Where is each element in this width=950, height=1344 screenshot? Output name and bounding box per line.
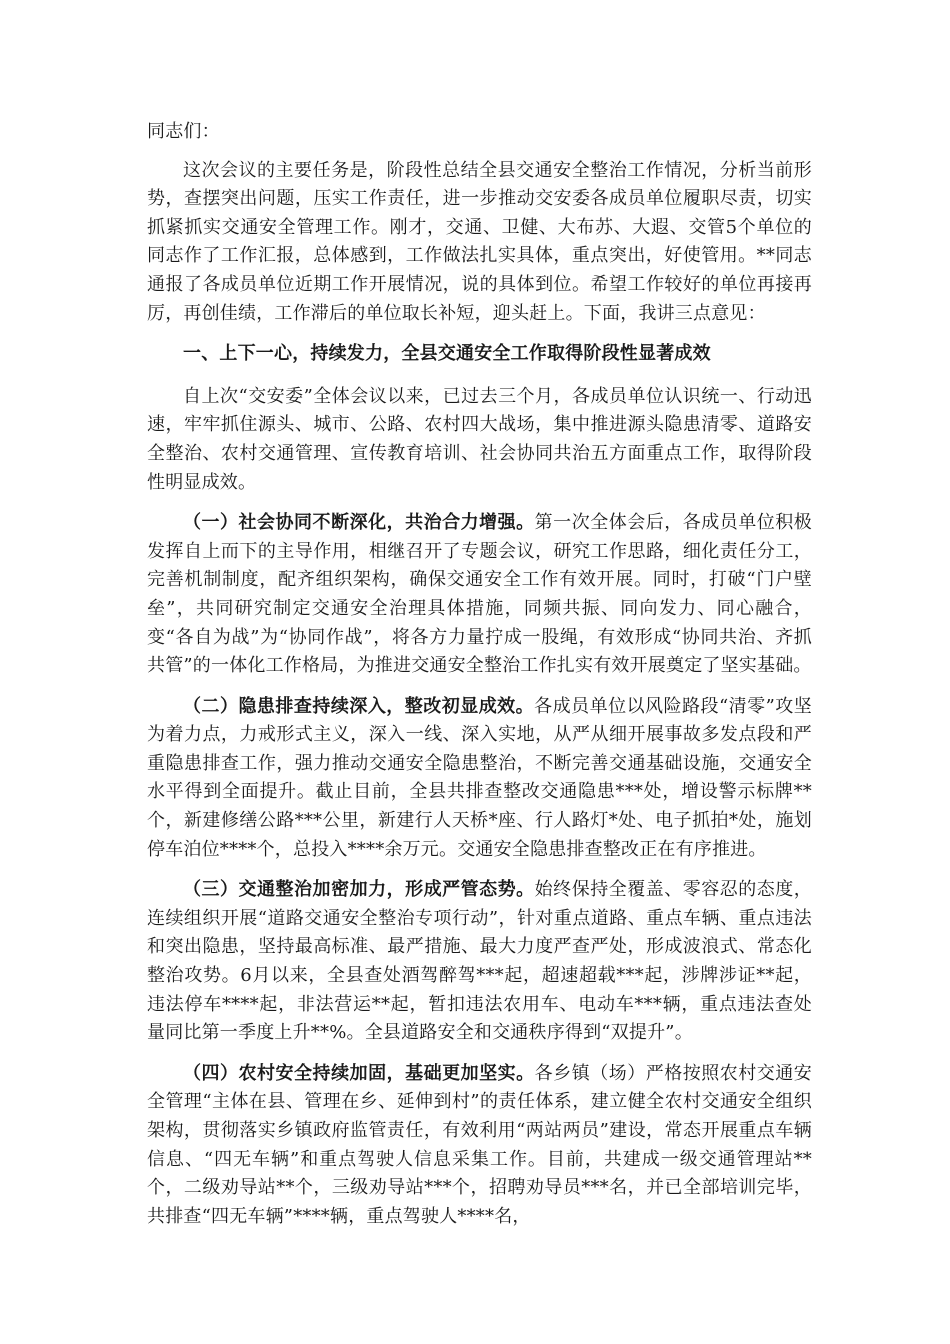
document-body bbox=[147, 118, 812, 1243]
subsection-1-lead: （一）社会协同不断深化，共治合力增强。 bbox=[183, 512, 535, 534]
intro-paragraph: 这次会议的主要任务是，阶段性总结全县交通安全整治工作情况，分析当前形势，查摆突出问题，压实工作责任，进一步推动交安委各成员单位履职尽责，切实抓紧抓实交通安全管理工作。刚才，交通、卫健、大布苏、大遐、交管5个单位的同志作了工作汇报，总体感到，工作做法扎实具体，重点突出，好使管用。**同志通报了各成员单位近期工作开展情况，说的具体到位。希望工作较好的单位再接再厉，再创佳绩，工作滞后的单位取长补短，迎头赶上。下面，我讲三点意见： bbox=[147, 159, 812, 324]
summary-paragraph: 自上次“交安委”全体会议以来，已过去三个月，各成员单位认识统一、行动迅速，牢牢抓住源头、城市、公路、农村四大战场，集中推进源头隐患清零、道路安全整治、农村交通管理、宣传教育培训、社会协同共治五方面重点工作，取得阶段性明显成效。 bbox=[147, 385, 812, 493]
subsection-3-lead: （三）交通整治加密加力，形成严管态势。 bbox=[183, 879, 535, 901]
subsection-2 bbox=[147, 693, 812, 865]
subsection-4-body: 各乡镇（场）严格按照农村交通安全管理“主体在县、管理在乡、延伸到村”的责任体系，建立健全农村交通安全组织架构，贯彻落实乡镇政府监管责任，有效利用“两站两员”建设，常态开展重点车辆信息、“四无车辆”和重点驾驶人信息采集工作。目前，共建成一级交通管理站**个，二级劝导站**个，三级劝导站***个，招聘劝导员***名，并已全部培训完毕，共排查“四无车辆”****辆，重点驾驶人****名， bbox=[147, 1062, 812, 1227]
subsection-1 bbox=[147, 509, 812, 681]
subsection-3 bbox=[147, 876, 812, 1048]
greeting: 同志们： bbox=[147, 121, 220, 142]
subsection-1-body: 第一次全体会后，各成员单位积极发挥自上而下的主导作用，相继召开了专题会议，研究工作思路，细化责任分工，完善机制制度，配齐组织架构，确保交通安全工作有效开展。同时，打破“门户壁垒”，共同研究制定交通安全治理具体措施，同频共振、同向发力、同心融合，变“各自为战”为“协同作战”，将各方力量拧成一股绳，有效形成“协同共治、齐抓共管”的一体化工作格局，为推进交通安全整治工作扎实有效开展奠定了坚实基础。 bbox=[147, 512, 812, 677]
subsection-3-body: 始终保持全覆盖、零容忍的态度，连续组织开展“道路交通安全整治专项行动”，针对重点道路、重点车辆、重点违法和突出隐患，坚持最高标准、最严措施、最大力度严查严处，形成波浪式、常态化整治攻势。6月以来，全县查处酒驾醉驾***起，超速超载***起，涉牌涉证**起，违法停车****起，非法营运**起，暂扣违法农用车、电动车***辆，重点违法查处量同比第一季度上升**%。全县道路安全和交通秩序得到“双提升”。 bbox=[147, 879, 812, 1044]
subsection-2-body: 各成员单位以风险路段“清零”攻坚为着力点，力戒形式主义，深入一线、深入实地，从严从细开展事故多发点段和严重隐患排查工作，强力推动交通安全隐患整治，不断完善交通基础设施，交通安全水平得到全面提升。截止目前，全县共排查整改交通隐患***处，增设警示标牌**个，新建修缮公路***公里，新建行人天桥*座、行人路灯*处、电子抓拍*处，施划停车泊位****个，总投入****余万元。交通安全隐患排查整改正在有序推进。 bbox=[147, 695, 812, 860]
subsection-4 bbox=[147, 1060, 812, 1232]
section-heading-1: 一、上下一心，持续发力，全县交通安全工作取得阶段性显著成效 bbox=[183, 343, 711, 365]
subsection-2-lead: （二）隐患排查持续深入，整改初显成效。 bbox=[183, 695, 535, 717]
subsection-4-lead: （四）农村安全持续加固，基础更加坚实。 bbox=[183, 1062, 535, 1084]
